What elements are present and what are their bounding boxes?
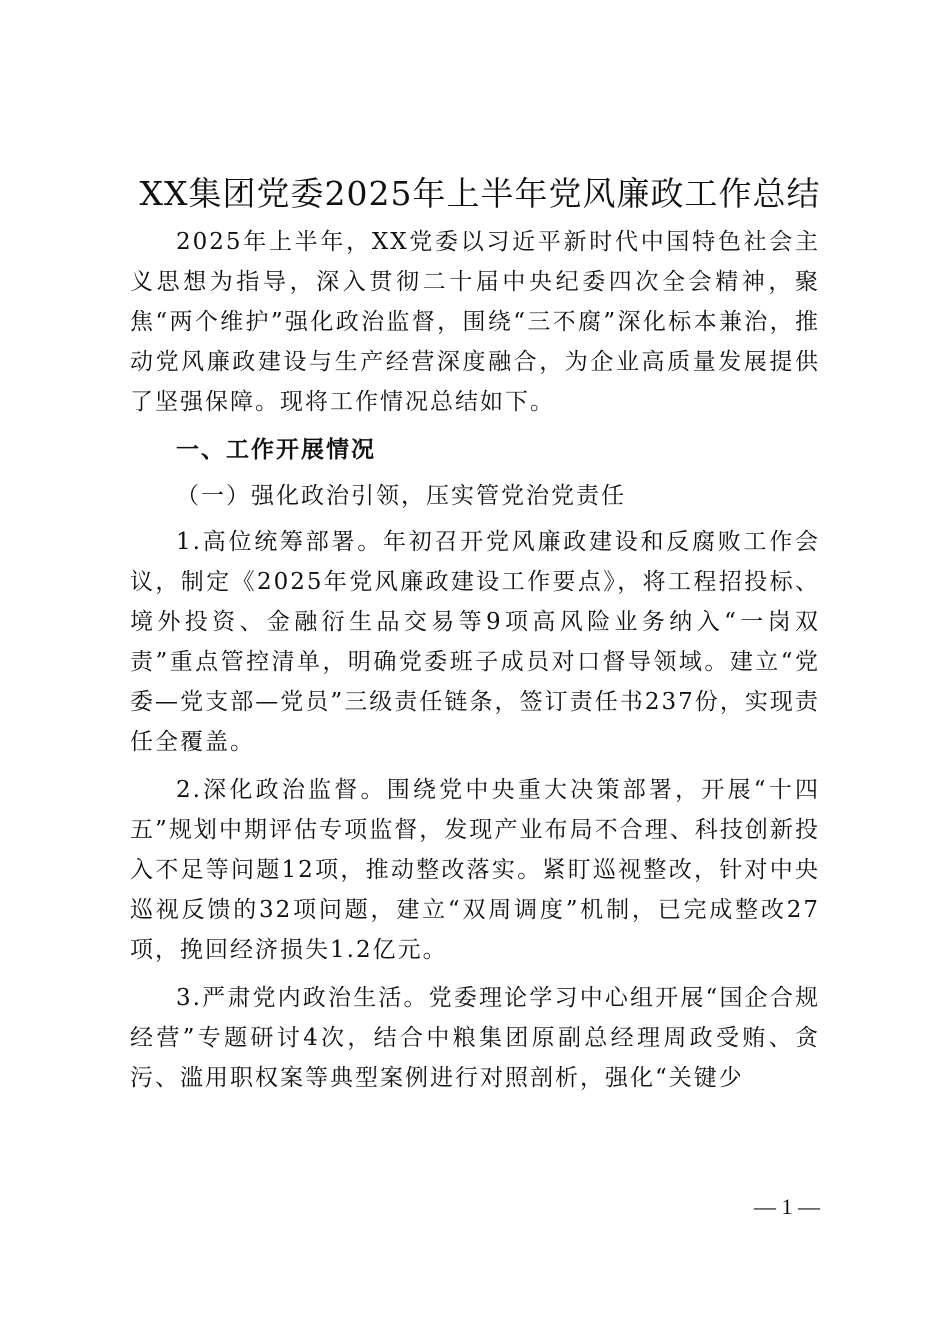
section-heading: 一、工作开展情况 <box>176 437 376 463</box>
paragraph-item-3: 3.严肃党内政治生活。党委理论学习中心组开展“国企合规经营”专题研讨4次，结合中粮集团原副总经理周政受贿、贪污、滥用职权案等典型案例进行对照剖析，强化“关键少 <box>130 985 820 1091</box>
paragraph-item-2: 2.深化政治监督。围绕党中央重大决策部署，开展“十四五”规划中期评估专项监督，发现产业布局不合理、科技创新投入不足等问题12项，推动整改落实。紧盯巡视整改，针对中央巡视反馈的32项问题，建立“双周调度”机制，已完成整改27项，挽回经济损失1.2亿元。 <box>130 777 820 963</box>
page-number: — 1 — <box>754 1194 820 1219</box>
paragraph-item-1: 1.高位统筹部署。年初召开党风廉政建设和反腐败工作会议，制定《2025年党风廉政建设工作要点》，将工程招投标、境外投资、金融衍生品交易等9项高风险业务纳入“一岗双责”重点管控清单，明确党委班子成员对口督导领域。建立“党委—党支部—党员”三级责任链条，签订责任书237份，实现责任全覆盖。 <box>130 529 820 755</box>
intro-paragraph: 2025年上半年，XX党委以习近平新时代中国特色社会主义思想为指导，深入贯彻二十届中央纪委四次全会精神，聚焦“两个维护”强化政治监督，围绕“三不腐”深化标本兼治，推动党风廉政建设与生产经营深度融合，为企业高质量发展提供了坚强保障。现将工作情况总结如下。 <box>130 229 820 415</box>
subsection-heading: （一）强化政治引领，压实管党治党责任 <box>176 483 626 509</box>
document-title: XX集团党委2025年上半年党风廉政工作总结 <box>139 174 821 213</box>
document-body <box>130 222 820 1106</box>
